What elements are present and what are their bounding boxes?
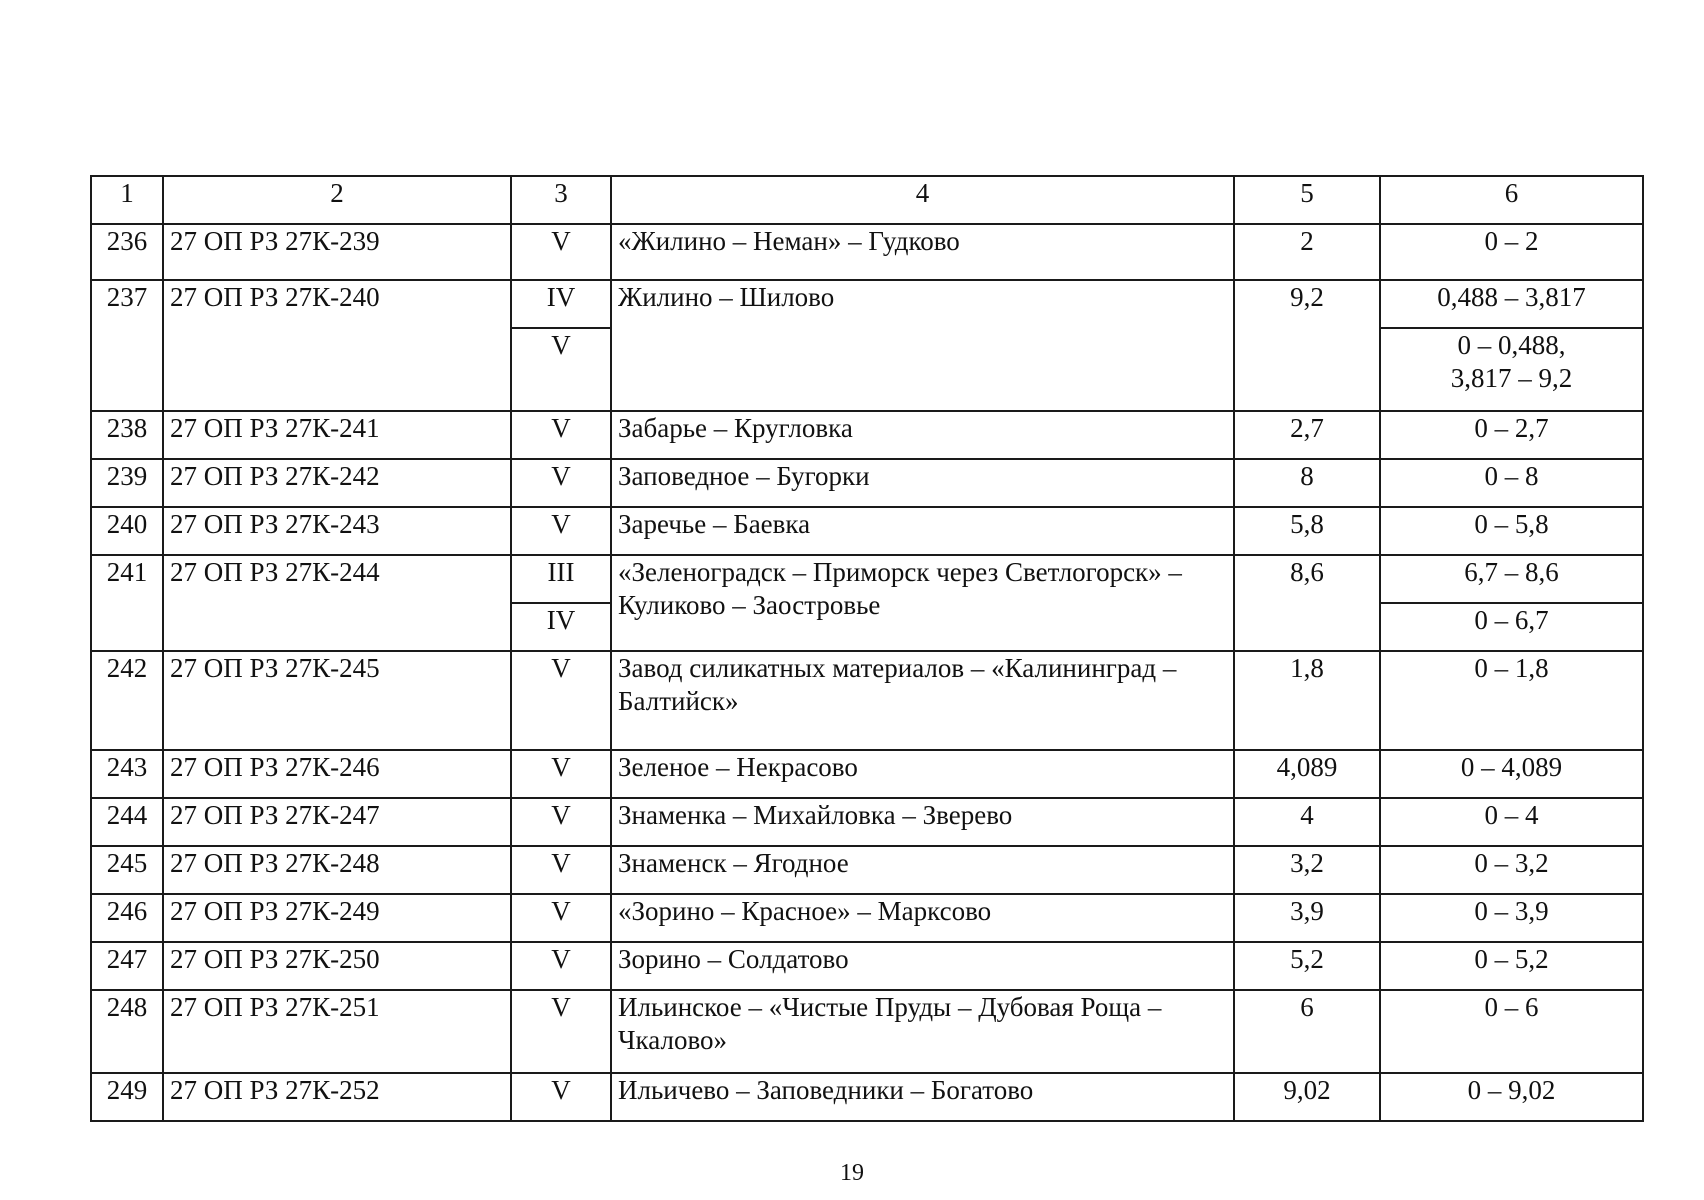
row-number: 249	[91, 1073, 163, 1121]
road-category: V	[511, 411, 611, 459]
table-row	[91, 990, 1643, 1073]
road-length: 8,6	[1234, 555, 1380, 651]
table-row	[91, 798, 1643, 846]
row-number: 239	[91, 459, 163, 507]
road-length: 1,8	[1234, 651, 1380, 750]
road-name: Жилино – Шилово	[611, 280, 1234, 411]
header-cell: 4	[611, 176, 1234, 224]
road-segment: 0 – 4	[1380, 798, 1643, 846]
road-category: V	[511, 750, 611, 798]
road-code: 27 ОП РЗ 27К-252	[163, 1073, 511, 1121]
segment-line: 3,817 – 9,2	[1450, 363, 1573, 393]
road-category: V	[511, 507, 611, 555]
road-segment: 0 – 2	[1380, 224, 1643, 280]
road-category: IV	[511, 280, 611, 328]
road-segment	[1380, 328, 1643, 411]
header-cell: 6	[1380, 176, 1643, 224]
road-segment: 0 – 3,9	[1380, 894, 1643, 942]
road-category: V	[511, 894, 611, 942]
table-header-row	[91, 176, 1643, 224]
road-name: Забарье – Кругловка	[611, 411, 1234, 459]
row-number: 248	[91, 990, 163, 1073]
table-row	[91, 411, 1643, 459]
road-code: 27 ОП РЗ 27К-247	[163, 798, 511, 846]
table-row	[91, 459, 1643, 507]
row-number: 240	[91, 507, 163, 555]
road-code: 27 ОП РЗ 27К-241	[163, 411, 511, 459]
page-number: 19	[840, 1160, 864, 1186]
road-segment: 0,488 – 3,817	[1380, 280, 1643, 328]
road-name: «Жилино – Неман» – Гудково	[611, 224, 1234, 280]
road-name: «Зорино – Красное» – Марксово	[611, 894, 1234, 942]
road-code: 27 ОП РЗ 27К-245	[163, 651, 511, 750]
road-name: Ильинское – «Чистые Пруды – Дубовая Роща – Чкалово»	[611, 990, 1234, 1073]
row-number: 242	[91, 651, 163, 750]
table-row	[91, 651, 1643, 750]
row-number: 238	[91, 411, 163, 459]
road-length: 4,089	[1234, 750, 1380, 798]
road-code: 27 ОП РЗ 27К-243	[163, 507, 511, 555]
road-code: 27 ОП РЗ 27К-244	[163, 555, 511, 651]
road-category: IV	[511, 603, 611, 651]
road-segment: 0 – 6,7	[1380, 603, 1643, 651]
table-row	[91, 507, 1643, 555]
road-segment: 0 – 5,2	[1380, 942, 1643, 990]
row-number: 247	[91, 942, 163, 990]
road-category: V	[511, 990, 611, 1073]
segment-line: 0 – 0,488,	[1457, 330, 1566, 360]
table-row	[91, 942, 1643, 990]
road-length: 9,2	[1234, 280, 1380, 411]
row-number: 244	[91, 798, 163, 846]
road-category: V	[511, 798, 611, 846]
road-category: V	[511, 942, 611, 990]
road-segment: 0 – 2,7	[1380, 411, 1643, 459]
road-length: 2	[1234, 224, 1380, 280]
roads-table	[90, 175, 1644, 1122]
road-length: 9,02	[1234, 1073, 1380, 1121]
header-cell: 3	[511, 176, 611, 224]
road-length: 3,9	[1234, 894, 1380, 942]
road-code: 27 ОП РЗ 27К-248	[163, 846, 511, 894]
road-category: V	[511, 846, 611, 894]
road-name: «Зеленоградск – Приморск через Светлогорск» – Куликово – Заостровье	[611, 555, 1234, 651]
road-length: 2,7	[1234, 411, 1380, 459]
row-number: 236	[91, 224, 163, 280]
road-name: Зорино – Солдатово	[611, 942, 1234, 990]
row-number: 241	[91, 555, 163, 651]
road-segment: 0 – 9,02	[1380, 1073, 1643, 1121]
road-length: 4	[1234, 798, 1380, 846]
header-cell: 2	[163, 176, 511, 224]
road-code: 27 ОП РЗ 27К-250	[163, 942, 511, 990]
row-number: 245	[91, 846, 163, 894]
road-name: Знаменка – Михайловка – Зверево	[611, 798, 1234, 846]
table-row	[91, 1073, 1643, 1121]
header-cell: 1	[91, 176, 163, 224]
road-segment: 0 – 4,089	[1380, 750, 1643, 798]
road-name: Зеленое – Некрасово	[611, 750, 1234, 798]
road-segment: 0 – 3,2	[1380, 846, 1643, 894]
header-cell: 5	[1234, 176, 1380, 224]
road-category: V	[511, 459, 611, 507]
table-row	[91, 555, 1643, 603]
road-code: 27 ОП РЗ 27К-249	[163, 894, 511, 942]
table-row	[91, 846, 1643, 894]
road-segment: 0 – 1,8	[1380, 651, 1643, 750]
road-length: 8	[1234, 459, 1380, 507]
road-code: 27 ОП РЗ 27К-251	[163, 990, 511, 1073]
table-row	[91, 894, 1643, 942]
table-row	[91, 224, 1643, 280]
road-length: 5,2	[1234, 942, 1380, 990]
road-name: Заречье – Баевка	[611, 507, 1234, 555]
road-length: 5,8	[1234, 507, 1380, 555]
road-name: Завод силикатных материалов – «Калининград – Балтийск»	[611, 651, 1234, 750]
row-number: 246	[91, 894, 163, 942]
road-code: 27 ОП РЗ 27К-240	[163, 280, 511, 411]
road-name: Ильичево – Заповедники – Богатово	[611, 1073, 1234, 1121]
road-category: III	[511, 555, 611, 603]
row-number: 243	[91, 750, 163, 798]
road-length: 6	[1234, 990, 1380, 1073]
road-category: V	[511, 224, 611, 280]
road-category: V	[511, 651, 611, 750]
road-segment: 6,7 – 8,6	[1380, 555, 1643, 603]
road-code: 27 ОП РЗ 27К-239	[163, 224, 511, 280]
road-category: V	[511, 1073, 611, 1121]
road-category: V	[511, 328, 611, 411]
road-code: 27 ОП РЗ 27К-246	[163, 750, 511, 798]
road-segment: 0 – 8	[1380, 459, 1643, 507]
row-number: 237	[91, 280, 163, 411]
road-name: Заповедное – Бугорки	[611, 459, 1234, 507]
road-length: 3,2	[1234, 846, 1380, 894]
table-row	[91, 750, 1643, 798]
road-segment: 0 – 5,8	[1380, 507, 1643, 555]
road-code: 27 ОП РЗ 27К-242	[163, 459, 511, 507]
road-name: Знаменск – Ягодное	[611, 846, 1234, 894]
road-segment: 0 – 6	[1380, 990, 1643, 1073]
table-row	[91, 280, 1643, 328]
